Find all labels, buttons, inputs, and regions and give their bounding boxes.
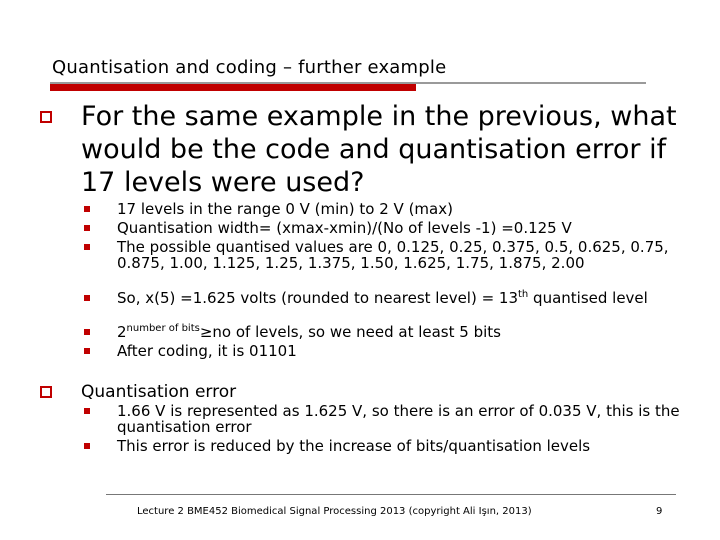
bullet-text-part: 2	[117, 323, 127, 341]
bullet-text: 1.66 V is represented as 1.625 V, so there is an error of 0.035 V, this is the quantisation error	[117, 402, 680, 436]
question-text: For the same example in the previous, what would be the code and quantisation error if 17 levels were used?	[81, 101, 677, 198]
square-bullet-icon	[40, 111, 52, 123]
bullet-text: Quantisation width= (xmax-xmin)/(No of levels -1) =0.125 V	[117, 219, 572, 237]
bullet-text-part: So, x(5) =1.625 volts (rounded to nearest level) = 13	[117, 289, 519, 307]
bullet-text-part: ≥no of levels, so we need at least 5 bits	[199, 323, 501, 341]
list-item	[84, 438, 687, 454]
bullet-square-icon	[84, 206, 90, 212]
section-heading: Quantisation error	[81, 382, 237, 402]
footer-divider	[106, 494, 676, 495]
list-item	[84, 324, 687, 340]
question-item	[40, 100, 681, 199]
title-accent-bar	[50, 84, 416, 91]
bullet-text	[117, 290, 687, 306]
bullet-square-icon	[84, 225, 90, 231]
bullet-square-icon	[84, 443, 90, 449]
section-item	[40, 382, 236, 402]
bullet-text: The possible quantised values are 0, 0.125, 0.25, 0.375, 0.5, 0.625, 0.75, 0.875, 1.00, 1.125, 1.25, 1.375, 1.50, 1.625, 1.75, 1.875, 2.00	[117, 238, 669, 272]
bullet-text: This error is reduced by the increase of bits/quantisation levels	[117, 437, 591, 455]
list-item	[84, 343, 687, 359]
bullet-square-icon	[84, 244, 90, 250]
slide-title: Quantisation and coding – further example	[52, 57, 447, 78]
footer-text: Lecture 2 BME452 Biomedical Signal Processing 2013 (copyright Ali Işın, 2013)	[137, 506, 532, 517]
superscript: number of bits	[126, 323, 200, 334]
bullet-text: After coding, it is 01101	[117, 342, 297, 360]
bullet-square-icon	[84, 329, 90, 335]
list-item	[84, 290, 687, 306]
list-item	[84, 239, 687, 271]
superscript: th	[518, 289, 529, 300]
list-item	[84, 220, 687, 236]
bullet-text: 17 levels in the range 0 V (min) to 2 V (max)	[117, 200, 453, 218]
bullet-square-icon	[84, 295, 90, 301]
list-item	[84, 403, 687, 435]
bullet-square-icon	[84, 408, 90, 414]
bullet-square-icon	[84, 348, 90, 354]
square-bullet-icon	[40, 386, 52, 398]
page-number: 9	[656, 506, 663, 517]
bullet-text-part: quantised level	[528, 289, 648, 307]
bullet-text	[117, 324, 687, 340]
list-item	[84, 201, 687, 217]
